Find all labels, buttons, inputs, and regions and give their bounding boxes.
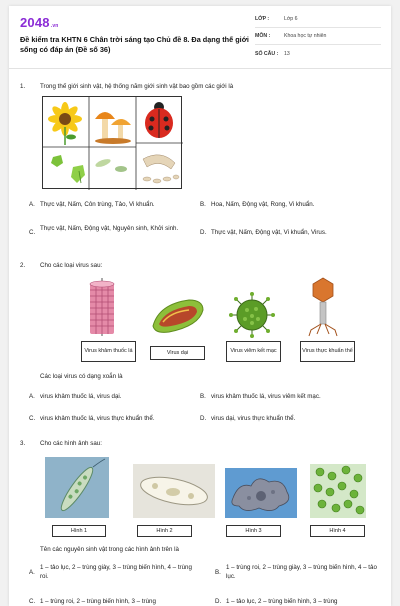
meta-key: LỚP :	[255, 16, 270, 22]
bacteriophage-image	[305, 276, 341, 338]
option-letter: A.	[29, 569, 35, 576]
meta-table	[255, 11, 381, 62]
virus-label-1: Virus khảm thuốc lá	[81, 341, 136, 362]
option-letter: B.	[200, 393, 206, 400]
question-text: Cho các hình ảnh sau:	[40, 440, 102, 447]
kingdoms-image	[42, 96, 182, 189]
option-letter: C.	[29, 598, 36, 605]
document-header	[9, 6, 391, 69]
option-letter: D.	[200, 229, 207, 236]
option-letter: C.	[29, 229, 36, 236]
image-label-1: Hình 1	[52, 525, 106, 537]
image-label-4: Hình 4	[310, 525, 365, 537]
image-label-3: Hình 3	[226, 525, 281, 537]
logo-text: 2048	[20, 15, 50, 30]
tobacco-mosaic-virus-image	[87, 278, 117, 336]
option-text: Hoa, Nấm, Động vật, Rong, Vi khuẩn.	[211, 201, 315, 208]
bacteria-icon	[143, 155, 179, 183]
option-text: virus khảm thuốc lá, virus thực khuẩn thể.	[40, 415, 155, 422]
question-number: 3.	[20, 440, 26, 447]
option-letter: B.	[215, 569, 221, 576]
question-subtext: Tên các nguyên sinh vật trong các hình ảnh trên là	[40, 546, 179, 553]
question-text: Trong thế giới sinh vật, hệ thống năm giới sinh vật bao gồm các giới là	[40, 83, 234, 90]
virus-label-3: Virus viêm kết mạc	[226, 341, 281, 362]
algae-icon	[51, 155, 85, 183]
rabies-virus-image	[149, 296, 207, 336]
option-text: Thực vật, Nấm, Động vật, Vi khuẩn, Virus.	[211, 229, 327, 236]
meta-key: MÔN :	[255, 33, 271, 39]
option-letter: D.	[215, 598, 222, 605]
image-4-green-algae	[310, 464, 366, 518]
question-subtext: Các loại virus có dạng xoắn là	[40, 373, 123, 380]
virus-label-2: Virus dại	[150, 346, 205, 360]
conjunctivitis-virus-image	[229, 292, 275, 338]
option-text: 1 – tảo lục, 2 – trùng giày, 3 – trùng biến hình, 4 – trùng roi.	[40, 564, 192, 580]
image-label-2: Hình 2	[137, 525, 192, 537]
option-text: 1 – trùng roi, 2 – trùng giày, 3 – trùng biến hình, 4 – tảo lục.	[226, 564, 377, 580]
question-number: 2.	[20, 262, 26, 269]
option-text: virus khảm thuốc lá, virus dại.	[40, 393, 122, 400]
image-1-euglena	[45, 457, 109, 518]
ladybug-icon	[145, 102, 173, 138]
option-letter: A.	[29, 393, 35, 400]
meta-row-subject	[255, 28, 381, 45]
sunflower-icon	[48, 102, 82, 145]
option-text: 1 – tảo lục, 2 – trùng biến hình, 3 – trùng	[226, 598, 338, 605]
option-text: virus khảm thuốc lá, virus viêm kết mạc.	[211, 393, 321, 400]
meta-row-count	[255, 45, 381, 62]
option-letter: B.	[200, 201, 206, 208]
virus-label-4: Virus thực khuẩn thể	[300, 341, 355, 362]
meta-value: 13	[284, 50, 290, 57]
kingdoms-illustration	[43, 97, 183, 190]
option-letter: A.	[29, 201, 35, 208]
option-text: 1 – trùng roi, 2 – trùng biến hình, 3 – trùng	[40, 598, 156, 605]
document-page	[9, 6, 391, 606]
option-letter: D.	[200, 415, 207, 422]
site-logo[interactable]	[20, 15, 59, 30]
option-letter: C.	[29, 415, 36, 422]
protozoa-icon	[94, 157, 127, 172]
meta-value: Lớp 6	[284, 16, 298, 22]
question-number: 1.	[20, 83, 26, 90]
option-text: Thực vật, Nấm, Côn trùng, Tảo, Vi khuẩn.	[40, 201, 155, 208]
meta-value: Khoa học tự nhiên	[284, 33, 327, 39]
page-title: Đề kiểm tra KHTN 6 Chân trời sáng tạo Chủ đề 8. Đa dạng thế giới sống có đáp án (Đề số 36)	[20, 35, 249, 54]
mushroom-icon	[95, 112, 131, 144]
image-2-paramecium	[133, 464, 215, 518]
image-3-amoeba	[225, 468, 297, 518]
meta-key: SỐ CÂU :	[255, 50, 279, 57]
option-text: virus dại, virus thực khuẩn thể.	[211, 415, 296, 422]
logo-suffix: .vn	[50, 23, 59, 29]
question-text: Cho các loại virus sau:	[40, 262, 103, 269]
meta-row-class	[255, 11, 381, 28]
option-text: Thực vật, Nấm, Động vật, Nguyên sinh, Khởi sinh.	[40, 225, 179, 232]
